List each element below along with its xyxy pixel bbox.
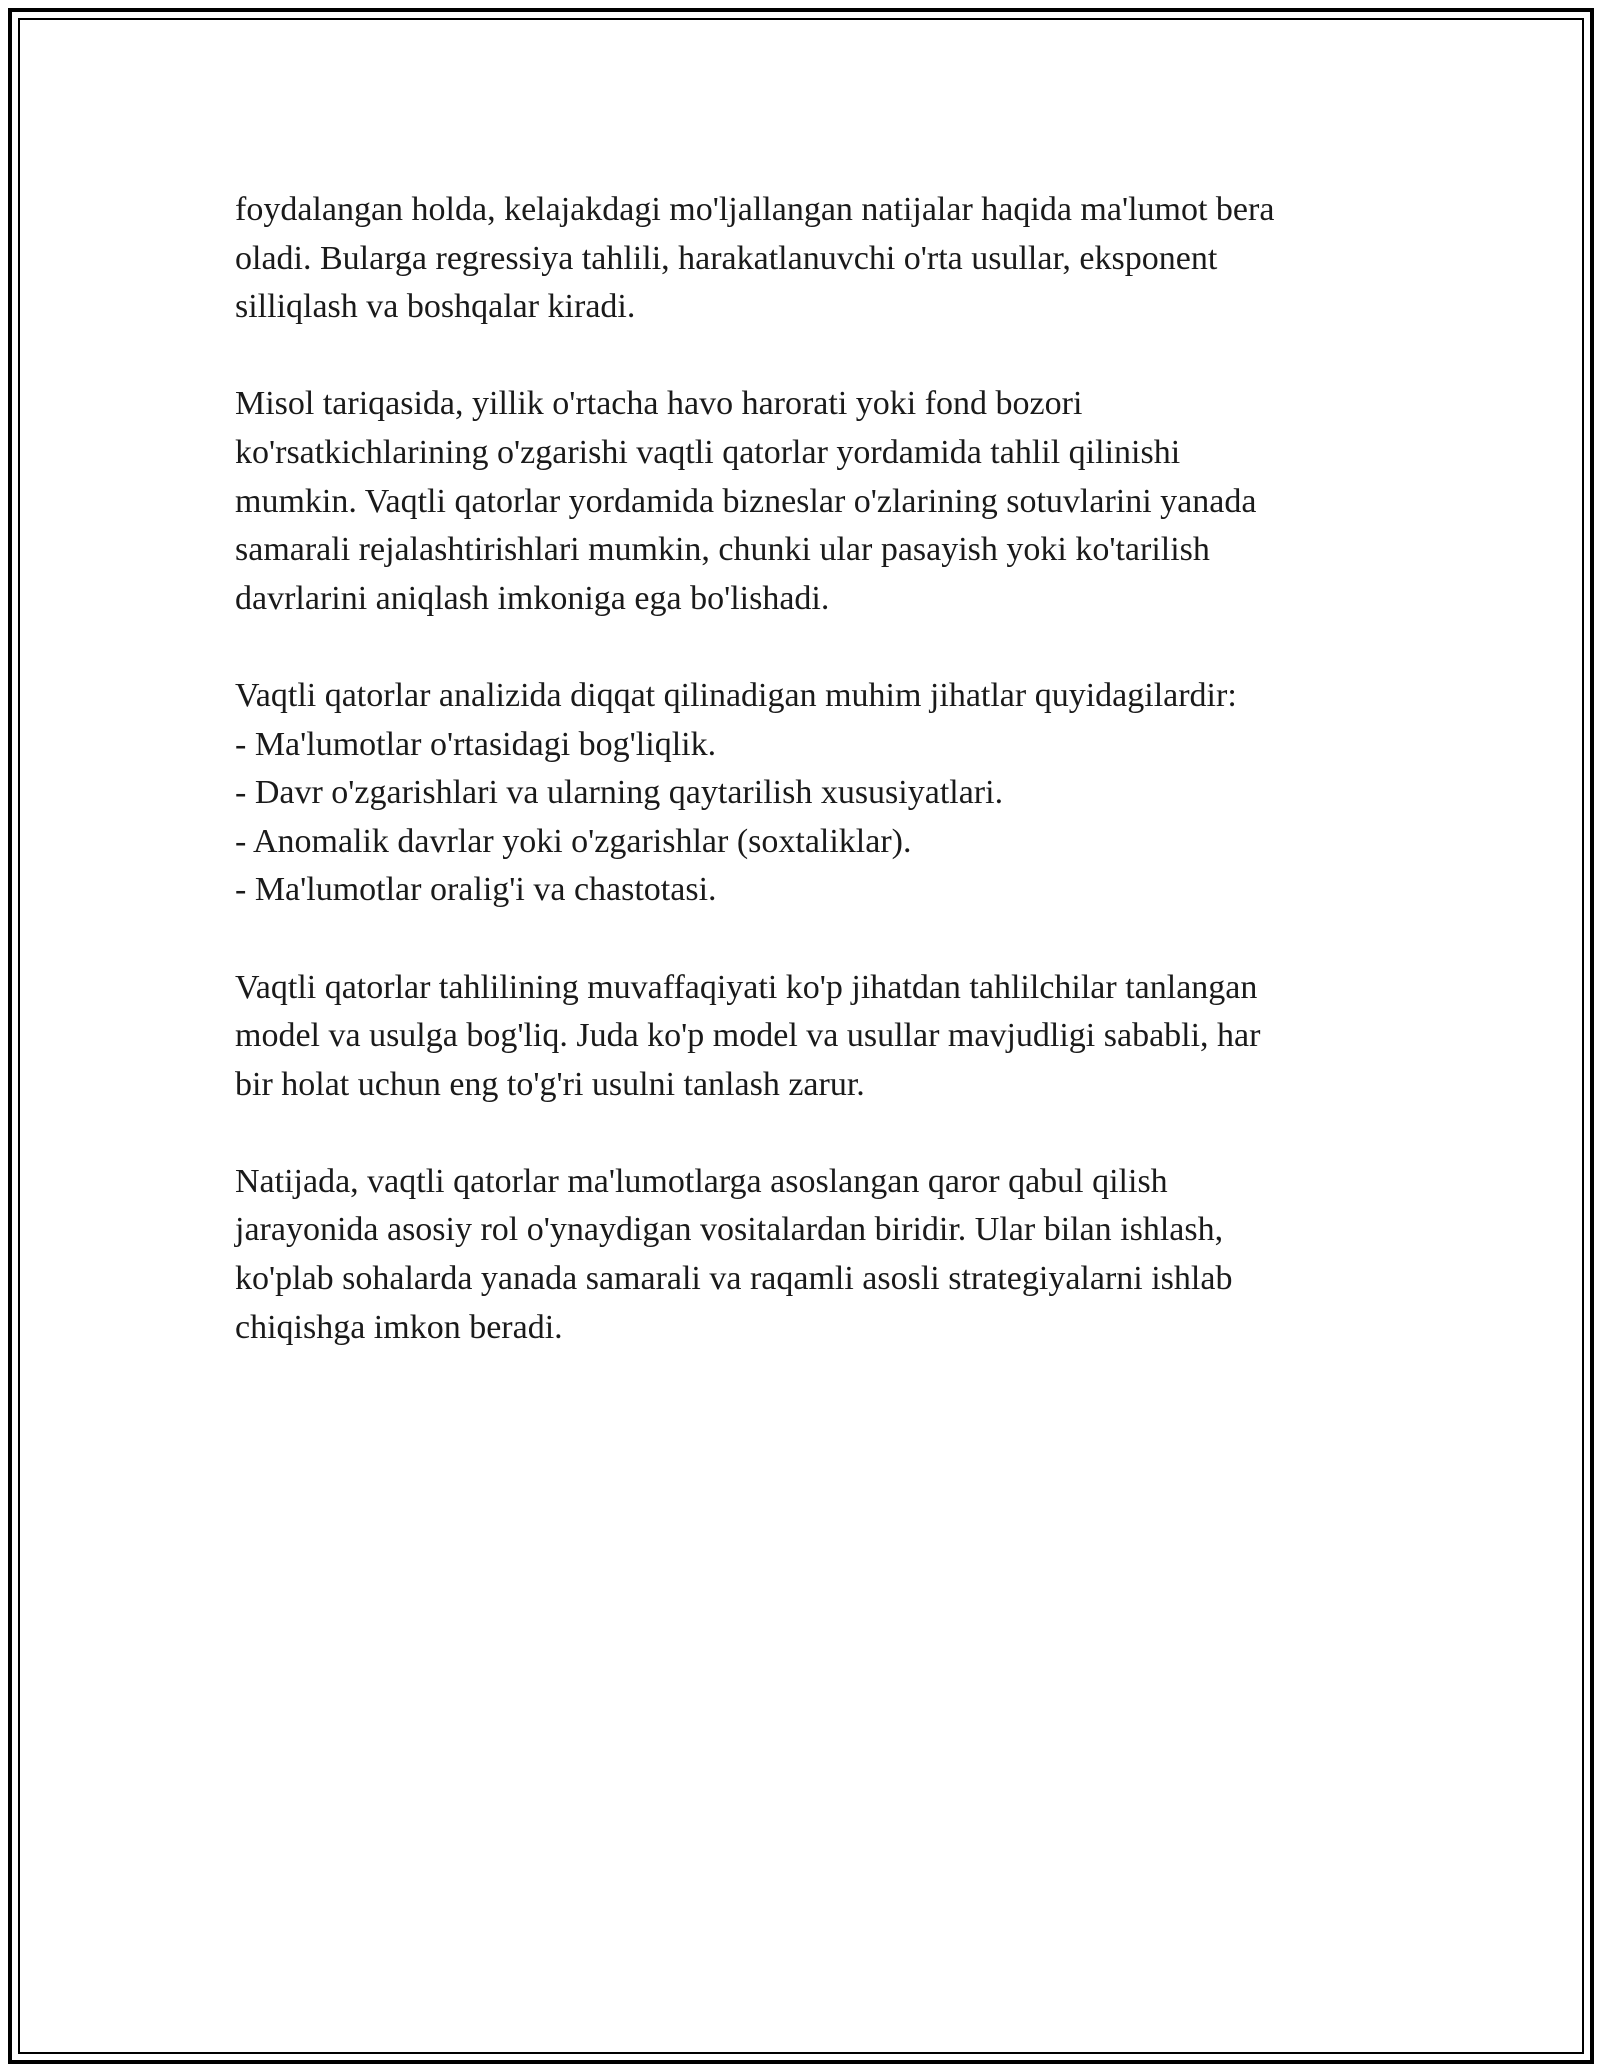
paragraph-conclusion (235, 1158, 1375, 1352)
paragraph-forecasting-methods (235, 186, 1375, 332)
text-line: jarayonida asosiy rol o'ynaydigan vositalardan biridir. Ular bilan ishlash, (235, 1211, 1224, 1249)
list-item: - Anomalik davrlar yoki o'zgarishlar (soxtaliklar). (235, 822, 912, 860)
text-line: chiqishga imkon beradi. (235, 1308, 563, 1346)
list-intro: Vaqtli qatorlar analizida diqqat qilinadigan muhim jihatlar quyidagilardir: (235, 676, 1237, 714)
key-aspects-list (235, 672, 1375, 915)
list-item: - Ma'lumotlar o'rtasidagi bog'liqlik. (235, 725, 717, 763)
text-line: model va usulga bog'liq. Juda ko'p model va usullar mavjudligi sababli, har (235, 1017, 1261, 1055)
text-line: Misol tariqasida, yillik o'rtacha havo harorati yoki fond bozori (235, 385, 1083, 423)
text-line: silliqlash va boshqalar kiradi. (235, 288, 636, 326)
text-line: ko'plab sohalarda yanada samarali va raqamli asosli strategiyalarni ishlab (235, 1260, 1233, 1298)
text-line: Vaqtli qatorlar tahlilining muvaffaqiyati ko'p jihatdan tahlilchilar tanlangan (235, 968, 1258, 1006)
paragraph-example (235, 380, 1375, 623)
paragraph-model-choice (235, 964, 1375, 1110)
text-line: bir holat uchun eng to'g'ri usulni tanlash zarur. (235, 1065, 865, 1103)
list-item: - Ma'lumotlar oralig'i va chastotasi. (235, 871, 717, 909)
text-line: mumkin. Vaqtli qatorlar yordamida bizneslar o'zlarining sotuvlarini yanada (235, 482, 1257, 520)
text-line: samarali rejalashtirishlari mumkin, chunki ular pasayish yoki ko'tarilish (235, 531, 1210, 569)
text-line: ko'rsatkichlarining o'zgarishi vaqtli qatorlar yordamida tahlil qilinishi (235, 433, 1181, 471)
text-line: davrlarini aniqlash imkoniga ega bo'lishadi. (235, 579, 830, 617)
text-line: foydalangan holda, kelajakdagi mo'ljallangan natijalar haqida ma'lumot bera (235, 191, 1275, 228)
document-body (235, 186, 1375, 1401)
text-line: Natijada, vaqtli qatorlar ma'lumotlarga asoslangan qaror qabul qilish (235, 1162, 1168, 1200)
list-item: - Davr o'zgarishlari va ularning qaytarilish xususiyatlari. (235, 774, 1004, 812)
text-line: oladi. Bularga regressiya tahlili, harakatlanuvchi o'rta usullar, eksponent (235, 239, 1218, 277)
